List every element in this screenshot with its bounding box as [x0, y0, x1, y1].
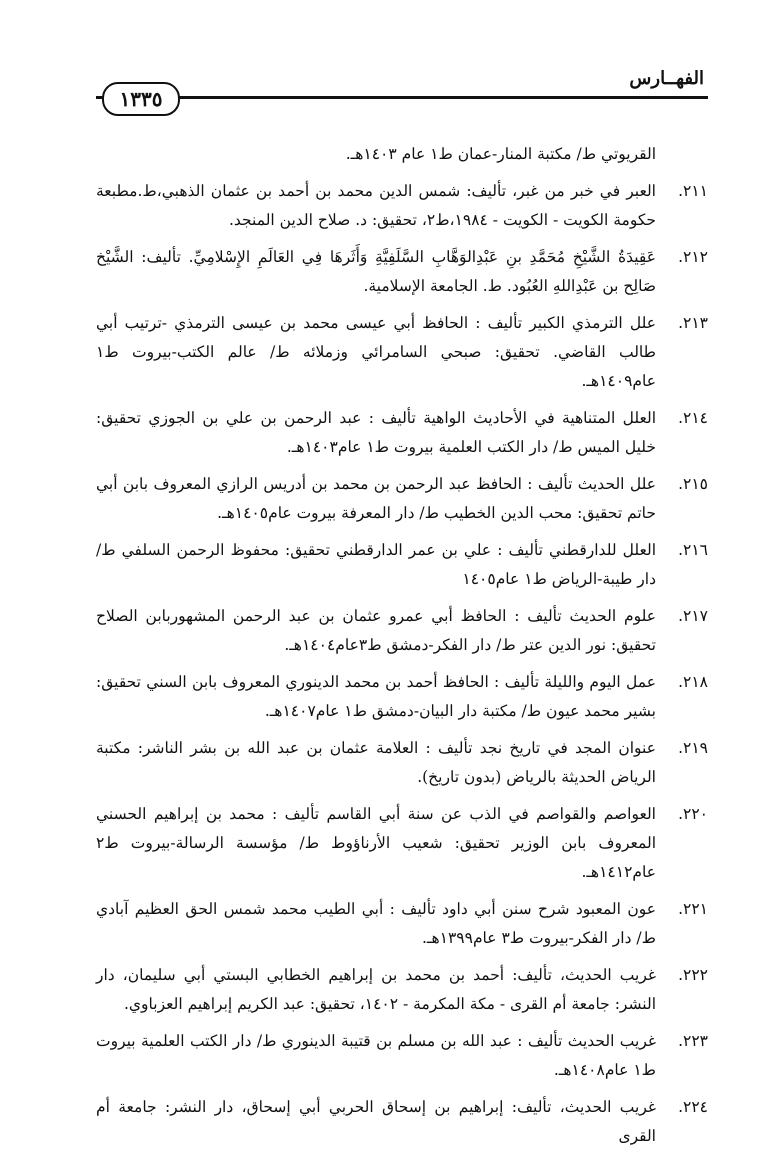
entry-text: عَقِيدَةُ الشَّيْخِ مُحَمَّدِ بنِ عَبْدِالوَهَّابِ السَّلَفِيَّةِ وَأَثَرهَا فِي العَالَمِ الإِسْلامِيِّ. تأليف: الشَّيْخ صَالِح بن عَبْدِاللهِ العُبُود. ط. الجامعة الإسلامية. [96, 248, 656, 295]
list-item [96, 177, 708, 235]
entry-number: ٢١٣. [678, 314, 708, 332]
entry-text: علل الترمذي الكبير تأليف : الحافظ أبي عيسى محمد بن عيسى الترمذي -ترتيب أبي طالب القاضي. تحقيق: صبحي السامرائي وزملائه ط/ عالم الكتب-بيروت ط١ عام١٤٠٩هـ. [96, 314, 656, 390]
entry-text: عون المعبود شرح سنن أبي داود تأليف : أبي الطيب محمد شمس الحق العظيم آبادي ط/ دار الفكر-بيروت ط٣ عام١٣٩٩هـ. [96, 900, 656, 947]
entry-number: ٢٢٢. [678, 966, 708, 984]
list-item [96, 1093, 708, 1151]
entry-text: عمل اليوم والليلة تأليف : الحافظ أحمد بن محمد الدينوري المعروف بابن السني تحقيق: بشير محمد عيون ط/ مكتبة دار البيان-دمشق ط١ عام١٤٠٧هـ. [96, 673, 656, 720]
bibliography-list [96, 140, 708, 1159]
list-item [96, 800, 708, 887]
entry-text: العلل للدارقطني تأليف : علي بن عمر الدارقطني تحقيق: محفوظ الرحمن السلفي ط/ دار طيبة-الرياض ط١ عام١٤٠٥ [96, 541, 656, 588]
page-number: ١٣٣٥ [102, 82, 180, 116]
list-item [96, 536, 708, 594]
entry-text: عنوان المجد في تاريخ نجد تأليف : العلامة عثمان بن عبد الله بن بشر الناشر: مكتبة الرياض الحديثة بالرياض (بدون تاريخ). [96, 739, 656, 786]
list-item [96, 243, 708, 301]
entry-text: القريوتي ط/ مكتبة المنار-عمان ط١ عام ١٤٠٣هـ. [345, 145, 656, 163]
entry-number: ٢١٨. [678, 673, 708, 691]
entry-number: ٢٢١. [678, 900, 708, 918]
list-item [96, 140, 708, 169]
entry-number: ٢١٥. [678, 475, 708, 493]
entry-number: ٢٢٣. [678, 1032, 708, 1050]
entry-number: ٢٢٠. [678, 805, 708, 823]
header-rule [96, 96, 708, 99]
entry-number: ٢١٦. [678, 541, 708, 559]
page-header [96, 62, 708, 112]
entry-text: علوم الحديث تأليف : الحافظ أبي عمرو عثمان بن عبد الرحمن المشهوربابن الصلاح تحقيق: نور الدين عتر ط/ دار الفكر-دمشق ط٣عام١٤٠٤هـ. [96, 607, 656, 654]
running-title: الفهــارس [629, 68, 704, 89]
list-item [96, 470, 708, 528]
list-item [96, 668, 708, 726]
entry-number: ٢١١. [678, 182, 708, 200]
entry-number: ٢١٧. [678, 607, 708, 625]
list-item [96, 404, 708, 462]
entry-text: علل الحديث تأليف : الحافظ عبد الرحمن بن محمد بن أدريس الرازي المعروف بابن أبي حاتم تحقيق: محب الدين الخطيب ط/ دار المعرفة بيروت عام١٤٠٥هـ. [96, 475, 656, 522]
entry-text: غريب الحديث، تأليف: إبراهيم بن إسحاق الحربي أبي إسحاق، دار النشر: جامعة أم القرى [96, 1098, 656, 1145]
list-item [96, 602, 708, 660]
entry-text: العلل المتناهية في الأحاديث الواهية تأليف : عبد الرحمن بن علي بن الجوزي تحقيق: خليل الميس ط/ دار الكتب العلمية بيروت ط١ عام١٤٠٣هـ. [96, 409, 656, 456]
list-item [96, 895, 708, 953]
entry-text: العواصم والقواصم في الذب عن سنة أبي القاسم تأليف : محمد بن إبراهيم الحسني المعروف بابن الوزير تحقيق: شعيب الأرناؤوط ط/ مؤسسة الرسالة-بيروت ط٢ عام١٤١٢هـ. [96, 805, 656, 881]
entry-number: ٢١٤. [678, 409, 708, 427]
entry-number: ٢١٢. [678, 248, 708, 266]
entry-text: غريب الحديث، تأليف: أحمد بن محمد بن إبراهيم الخطابي البستي أبي سليمان، دار النشر: جامعة أم القرى - مكة المكرمة - ١٤٠٢، تحقيق: عبد الكريم إبراهيم العزباوي. [96, 966, 656, 1013]
list-item [96, 309, 708, 396]
entry-text: غريب الحديث تأليف : عبد الله بن مسلم بن قتيبة الدينوري ط/ دار الكتب العلمية بيروت ط١ عام١٤٠٨هـ. [96, 1032, 656, 1079]
entry-number: ٢٢٤. [678, 1098, 708, 1116]
entry-number: ٢١٩. [678, 739, 708, 757]
list-item [96, 1027, 708, 1085]
list-item [96, 961, 708, 1019]
list-item [96, 734, 708, 792]
entry-text: العبر في خبر من غبر، تأليف: شمس الدين محمد بن أحمد بن عثمان الذهبي،ط.مطبعة حكومة الكويت - الكويت - ١٩٨٤،ط٢، تحقيق: د. صلاح الدين المنجد. [96, 182, 656, 229]
